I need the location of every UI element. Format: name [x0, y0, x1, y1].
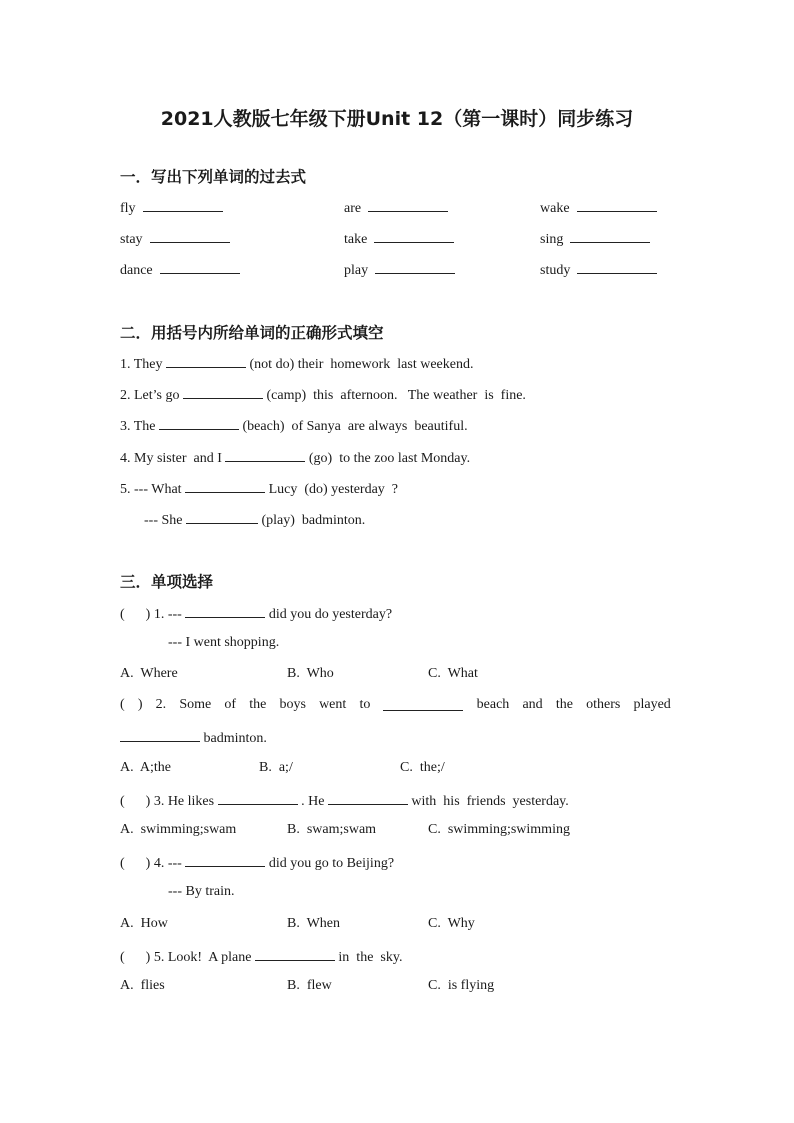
word-label: stay — [120, 232, 143, 247]
question-text: in the sky. — [334, 950, 403, 965]
answer-blank[interactable] — [186, 510, 258, 524]
question-text: did you go to Beijing? — [265, 856, 395, 871]
word-label: play — [344, 263, 369, 278]
item-text: 3. The — [120, 419, 160, 434]
option-c[interactable]: C. What — [428, 666, 478, 681]
question-text: ( ) 5. Look! A plane — [120, 950, 255, 965]
word-label: fly — [120, 201, 136, 216]
answer-blank[interactable] — [368, 198, 448, 212]
question-2 — [120, 697, 671, 713]
word-item — [344, 198, 448, 217]
word-item — [344, 260, 455, 279]
answer-blank[interactable] — [166, 354, 246, 368]
word-item — [540, 229, 650, 248]
fill-item — [120, 448, 470, 467]
word-item — [120, 260, 240, 279]
section-3-heading: 三．单项选择 — [120, 573, 214, 591]
question-word: went — [319, 697, 347, 712]
question-3 — [120, 791, 569, 810]
question-1 — [120, 604, 392, 623]
option-a[interactable]: A. flies — [120, 978, 165, 993]
item-text: (play) badminton. — [258, 513, 366, 528]
option-c[interactable]: C. Why — [428, 916, 475, 931]
word-label: sing — [540, 232, 564, 247]
item-text: 4. My sister and I — [120, 451, 226, 466]
answer-blank[interactable] — [185, 604, 265, 618]
word-item — [344, 229, 454, 248]
option-b[interactable]: B. When — [287, 916, 341, 931]
answer-blank[interactable] — [225, 448, 305, 462]
word-item — [540, 260, 657, 279]
question-text: . He — [297, 794, 328, 809]
option-c[interactable]: C. swimming;swimming — [428, 822, 570, 837]
question-word: boys — [279, 697, 306, 712]
fill-item — [120, 416, 468, 435]
answer-blank[interactable] — [218, 791, 298, 805]
item-text: (go) to the zoo last Monday. — [305, 451, 471, 466]
question-word: of — [224, 697, 237, 712]
question-4 — [120, 853, 394, 872]
question-text: ( ) 3. He likes — [120, 794, 218, 809]
answer-blank[interactable] — [185, 479, 265, 493]
question-word: Some — [179, 697, 212, 712]
word-label: are — [344, 201, 362, 216]
option-a[interactable]: A. Where — [120, 666, 178, 681]
question-word: to — [359, 697, 371, 712]
answer-blank[interactable] — [183, 385, 263, 399]
option-b[interactable]: B. a;/ — [259, 760, 293, 775]
item-text: --- She — [144, 513, 186, 528]
option-b[interactable]: B. flew — [287, 978, 332, 993]
question-word: and — [522, 697, 543, 712]
fill-item — [144, 510, 365, 529]
word-label: dance — [120, 263, 153, 278]
question-5 — [120, 947, 402, 966]
answer-blank[interactable] — [143, 198, 223, 212]
option-b[interactable]: B. Who — [287, 666, 334, 681]
item-text: 1. They — [120, 357, 167, 372]
fill-item — [120, 354, 473, 373]
question-word: beach — [476, 697, 510, 712]
question-text: with his friends yesterday. — [407, 794, 569, 809]
question-reply: --- By train. — [168, 884, 235, 899]
item-text: (not do) their homework last weekend. — [246, 357, 474, 372]
section-1-heading: 一．写出下列单词的过去式 — [120, 168, 307, 186]
option-a[interactable]: A. A;the — [120, 760, 171, 775]
answer-blank[interactable] — [185, 853, 265, 867]
item-text: 2. Let’s go — [120, 388, 183, 403]
answer-blank[interactable] — [383, 697, 463, 711]
question-word: ) — [137, 697, 143, 712]
section-2-heading: 二．用括号内所给单词的正确形式填空 — [120, 324, 384, 342]
word-item — [540, 198, 657, 217]
question-word: 2. — [155, 697, 167, 712]
word-label: study — [540, 263, 571, 278]
question-2-continued — [120, 728, 267, 747]
option-a[interactable]: A. How — [120, 916, 168, 931]
answer-blank[interactable] — [570, 229, 650, 243]
question-reply: --- I went shopping. — [168, 635, 280, 650]
answer-blank[interactable] — [159, 416, 239, 430]
item-text: (beach) of Sanya are always beautiful. — [239, 419, 468, 434]
answer-blank[interactable] — [577, 260, 657, 274]
word-item — [120, 198, 223, 217]
answer-blank[interactable] — [255, 947, 335, 961]
option-a[interactable]: A. swimming;swam — [120, 822, 237, 837]
question-text: did you do yesterday? — [265, 607, 393, 622]
fill-item — [120, 479, 398, 498]
question-word: played — [633, 697, 671, 712]
question-word: others — [586, 697, 621, 712]
question-word: the — [249, 697, 267, 712]
answer-blank[interactable] — [120, 728, 200, 742]
question-text: ( ) 4. --- — [120, 856, 186, 871]
question-word: ( — [120, 697, 125, 712]
page-title: 2021人教版七年级下册Unit 12（第一课时）同步练习 — [160, 108, 634, 130]
option-c[interactable]: C. is flying — [428, 978, 495, 993]
answer-blank[interactable] — [374, 229, 454, 243]
item-text: 5. --- What — [120, 482, 186, 497]
item-text: Lucy (do) yesterday ? — [265, 482, 399, 497]
item-text: (camp) this afternoon. The weather is fine. — [263, 388, 526, 403]
option-c[interactable]: C. the;/ — [400, 760, 445, 775]
question-word: the — [555, 697, 573, 712]
word-label: take — [344, 232, 368, 247]
option-b[interactable]: B. swam;swam — [287, 822, 377, 837]
answer-blank[interactable] — [150, 229, 230, 243]
question-text: badminton. — [200, 731, 267, 746]
answer-blank[interactable] — [328, 791, 408, 805]
word-label: wake — [540, 201, 570, 216]
question-text: ( ) 1. --- — [120, 607, 186, 622]
fill-item — [120, 385, 526, 404]
answer-blank[interactable] — [577, 198, 657, 212]
word-item — [120, 229, 230, 248]
answer-blank[interactable] — [375, 260, 455, 274]
answer-blank[interactable] — [160, 260, 240, 274]
